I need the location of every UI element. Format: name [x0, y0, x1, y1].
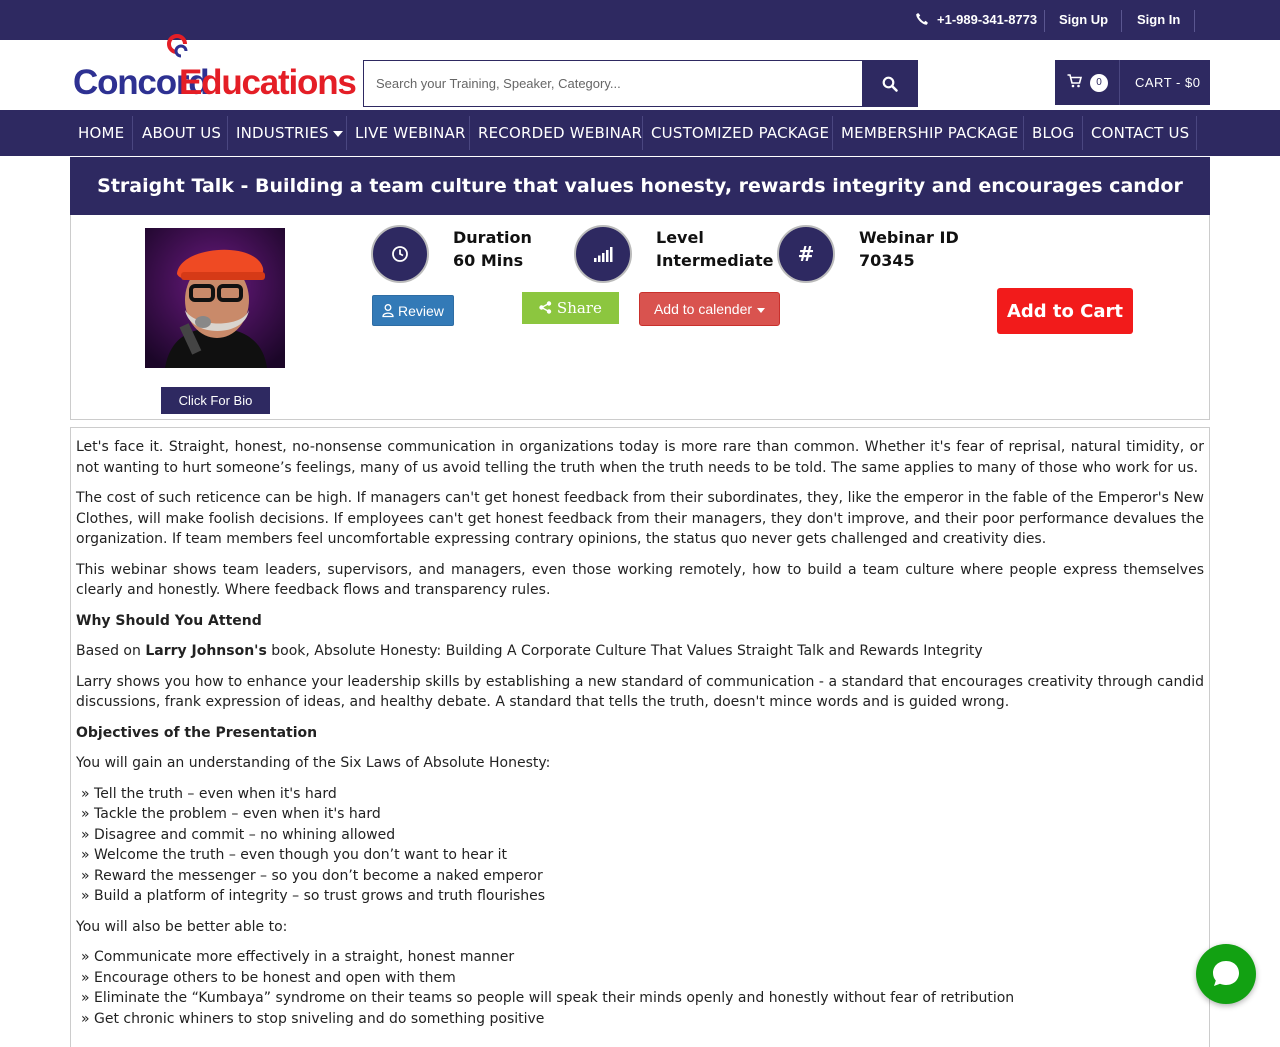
- nav-divider: [642, 116, 643, 150]
- section-heading: Objectives of the Presentation: [76, 724, 318, 741]
- webinar-description: [70, 427, 1210, 1047]
- search-icon: [882, 76, 898, 92]
- add-to-cart-button[interactable]: Add to Cart: [997, 288, 1133, 334]
- nav-divider: [346, 116, 347, 150]
- cart-count-badge: 0: [1090, 74, 1108, 92]
- description-paragraph: You will gain an understanding of the Six Laws of Absolute Honesty:: [76, 755, 551, 771]
- share-label: Share: [556, 299, 602, 317]
- nav-about-us[interactable]: ABOUT US: [142, 124, 222, 142]
- description-paragraph: [76, 641, 1204, 662]
- caret-down-icon: [333, 131, 343, 137]
- user-icon: [382, 304, 394, 317]
- signin-link[interactable]: Sign In: [1137, 12, 1181, 27]
- webinar-id-circle: [777, 225, 835, 283]
- level-circle: [574, 225, 632, 283]
- nav-membership-package[interactable]: MEMBERSHIP PACKAGE: [841, 124, 1019, 142]
- chat-bubble-icon: [1209, 957, 1243, 991]
- nav-divider: [832, 116, 833, 150]
- text-fragment: book, Absolute Honesty: Building A Corporate Culture That Values Straight Talk and Rewards Integrity: [266, 643, 983, 659]
- nav-home[interactable]: HOME: [78, 124, 125, 142]
- topbar-divider: [1044, 10, 1045, 32]
- nav-customized-package[interactable]: CUSTOMIZED PACKAGE: [651, 124, 830, 142]
- abilities-list: [76, 947, 1204, 1029]
- webinar-id-label: Webinar ID: [859, 228, 959, 247]
- description-paragraph: This webinar shows team leaders, supervisors, and managers, even those working remotely, how to build a team culture where people express themselves clearly and honestly. Where feedback flows and transparency rules.: [76, 561, 1204, 598]
- webinar-info-panel: [70, 215, 1210, 420]
- list-item: » Disagree and commit – no whining allowed: [81, 826, 396, 843]
- nav-divider: [227, 116, 228, 150]
- share-icon: [539, 301, 552, 314]
- speaker-photo-illustration: [145, 228, 285, 368]
- list-item: » Communicate more effectively in a straight, honest manner: [81, 949, 515, 965]
- review-button[interactable]: [372, 295, 454, 326]
- logo[interactable]: [73, 42, 356, 104]
- list-item: » Encourage others to be honest and open with them: [81, 969, 456, 986]
- calendar-label: Add to calender: [653, 301, 753, 317]
- speaker-photo: [145, 228, 285, 368]
- topbar-divider: [1194, 10, 1195, 32]
- phone-icon: [915, 12, 929, 26]
- hash-icon: #: [797, 242, 815, 266]
- share-button[interactable]: [522, 292, 619, 324]
- logo-text-left: Concord: [73, 63, 209, 102]
- duration-value: 60 Mins: [453, 251, 524, 270]
- header-cart[interactable]: [1055, 60, 1210, 105]
- nav-divider: [469, 116, 470, 150]
- search-input[interactable]: [363, 60, 862, 107]
- list-item: » Eliminate the “Kumbaya” syndrome on their teams so people will speak their minds openly and honestly without fear of retribution: [81, 990, 1015, 1006]
- nav-blog[interactable]: BLOG: [1032, 124, 1075, 142]
- nav-divider: [132, 116, 133, 150]
- duration-label: Duration: [453, 228, 532, 247]
- top-bar: [0, 0, 1280, 40]
- header: [0, 40, 1280, 110]
- level-value: Intermediate: [656, 251, 774, 270]
- logo-text-right: Educations: [179, 63, 356, 102]
- list-item: » Tell the truth – even when it's hard: [81, 785, 337, 802]
- nav-industries-label: INDUSTRIES: [236, 124, 329, 142]
- nav-contact-us[interactable]: CONTACT US: [1091, 124, 1190, 142]
- duration-circle: [371, 225, 429, 283]
- click-for-bio-button[interactable]: Click For Bio: [161, 387, 270, 414]
- text-fragment: Based on: [76, 643, 146, 659]
- nav-divider: [1023, 116, 1024, 150]
- add-to-calendar-button[interactable]: [639, 292, 780, 326]
- list-item: » Get chronic whiners to stop sniveling and do something positive: [81, 1010, 545, 1027]
- nav-divider: [1082, 116, 1083, 150]
- cart-total: CART - $0: [1135, 75, 1201, 90]
- list-item: » Reward the messenger – so you don’t become a naked emperor: [81, 867, 543, 884]
- topbar-divider: [1121, 10, 1122, 32]
- clock-icon: [391, 245, 409, 263]
- description-paragraph: You will also be better able to:: [76, 918, 288, 935]
- search-button[interactable]: [862, 60, 918, 107]
- phone-number: +1-989-341-8773: [937, 12, 1038, 27]
- cart-icon: [1067, 74, 1082, 88]
- section-heading: Why Should You Attend: [76, 612, 262, 629]
- nav-divider: [1196, 116, 1197, 150]
- speaker-name: Larry Johnson's: [145, 643, 267, 659]
- webinar-id-value: 70345: [859, 251, 915, 270]
- review-label: Review: [397, 302, 444, 319]
- laws-list: [76, 784, 1204, 907]
- nav-industries[interactable]: [236, 110, 343, 156]
- phone-link[interactable]: [915, 0, 1037, 40]
- list-item: » Build a platform of integrity – so trust grows and truth flourishes: [81, 888, 546, 904]
- list-item: » Tackle the problem – even when it's hard: [81, 806, 381, 822]
- description-paragraph: Let's face it. Straight, honest, no-nonsense communication in organizations today is more rare than common. Whether it's fear of reprisal, natural timidity, or not wanting to hurt someone’s feelings, many of us avoid telling the truth when the truth needs to be told. The same applies to many of those who work for us.: [76, 439, 1204, 476]
- nav-live-webinar[interactable]: LIVE WEBINAR: [355, 124, 466, 142]
- description-paragraph: Larry shows you how to enhance your leadership skills by establishing a new standard of communication - a standard that encourages creativity through candid discussions, frank expression of ideas, and healthy debate. A standard that tells the truth, doesn't mince words and is guided wrong.: [76, 673, 1204, 710]
- webinar-title: Straight Talk - Building a team culture that values honesty, rewards integrity and encourages candor: [70, 157, 1210, 215]
- caret-down-icon: [757, 308, 765, 313]
- main-nav: [0, 110, 1280, 156]
- level-label: Level: [656, 228, 704, 247]
- nav-recorded-webinar[interactable]: RECORDED WEBINAR: [478, 124, 643, 142]
- description-paragraph: The cost of such reticence can be high. If managers can't get honest feedback from their subordinates, they, like the emperor in the fable of the Emperor's New Clothes, will make foolish decisions. If employees can't get honest feedback from their managers, they don't improve, and their poor performance devalues the organization. If team members feel uncomfortable expressing contrary opinions, the status quo never gets challenged and creativity dies.: [76, 490, 1204, 547]
- signal-bars-icon: [593, 246, 613, 262]
- signup-link[interactable]: Sign Up: [1059, 12, 1109, 27]
- cart-divider: [1119, 60, 1120, 105]
- live-chat-button[interactable]: [1196, 944, 1256, 1004]
- list-item: » Welcome the truth – even though you don’t want to hear it: [81, 847, 508, 863]
